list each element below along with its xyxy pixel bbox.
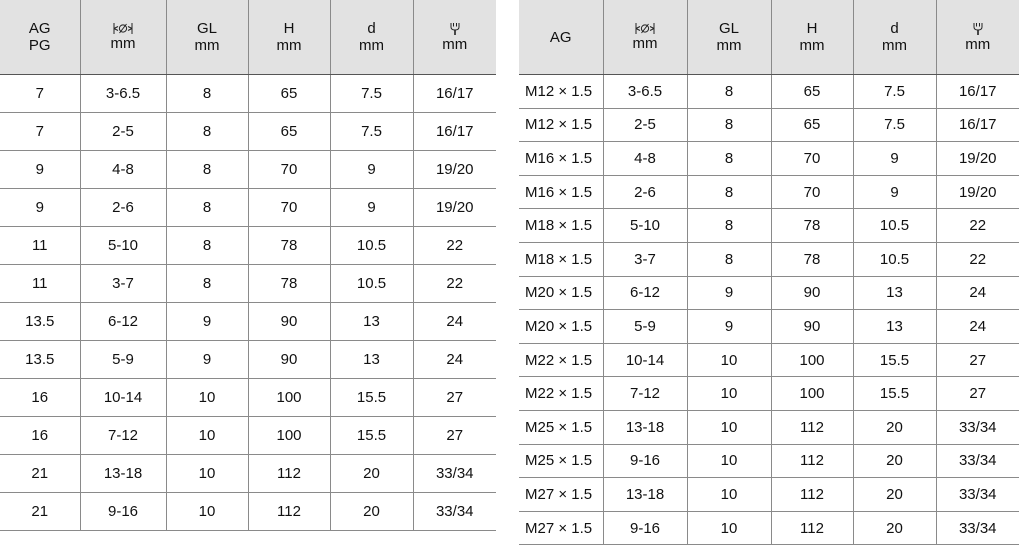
header-h-label: H	[249, 20, 330, 37]
header-wrench-unit: mm	[937, 36, 1019, 53]
thread-size-cell: M16 × 1.5	[519, 142, 603, 176]
table-row	[519, 444, 1019, 478]
wrench-size-cell: 33/34	[936, 444, 1019, 478]
header-wrench-size	[413, 0, 496, 75]
gl-value-cell: 8	[166, 75, 248, 113]
header-d-label: d	[854, 20, 936, 37]
clamping-range-cell: 13-18	[603, 410, 687, 444]
clamping-range-cell: 3-7	[603, 242, 687, 276]
wrench-size-cell: 33/34	[936, 511, 1019, 545]
d-value-cell: 9	[330, 151, 413, 189]
gl-value-cell: 10	[166, 379, 248, 417]
header-gl-unit: mm	[688, 37, 771, 54]
header-clamping-range	[603, 0, 687, 75]
header-gl-label: GL	[167, 20, 248, 37]
table-row	[519, 108, 1019, 142]
thread-size-cell: M20 × 1.5	[519, 310, 603, 344]
table-row	[519, 478, 1019, 512]
thread-size-cell: 7	[0, 75, 80, 113]
gl-value-cell: 10	[687, 377, 771, 411]
thread-size-cell: 13.5	[0, 303, 80, 341]
clamping-range-cell: 4-8	[80, 151, 166, 189]
header-d-label: d	[331, 20, 413, 37]
thread-size-cell: M22 × 1.5	[519, 377, 603, 411]
clamping-range-cell: 2-6	[80, 189, 166, 227]
h-value-cell: 70	[248, 189, 330, 227]
header-gl	[166, 0, 248, 75]
clamping-range-icon	[81, 22, 166, 35]
clamping-range-cell: 2-5	[80, 113, 166, 151]
wrench-size-cell: 16/17	[413, 75, 496, 113]
wrench-size-cell: 22	[413, 265, 496, 303]
table-row	[0, 303, 496, 341]
wrench-size-cell: 22	[936, 209, 1019, 243]
h-value-cell: 112	[248, 493, 330, 531]
pg-table-body	[0, 75, 496, 531]
wrench-size-cell: 19/20	[413, 151, 496, 189]
wrench-size-cell: 33/34	[413, 455, 496, 493]
header-h	[248, 0, 330, 75]
thread-size-cell: 11	[0, 227, 80, 265]
wrench-size-cell: 27	[413, 379, 496, 417]
thread-size-cell: M18 × 1.5	[519, 209, 603, 243]
gl-value-cell: 8	[687, 108, 771, 142]
gl-value-cell: 9	[687, 310, 771, 344]
table-row	[0, 151, 496, 189]
h-value-cell: 90	[248, 303, 330, 341]
pg-thread-table	[0, 0, 496, 531]
clamping-range-cell: 9-16	[603, 511, 687, 545]
d-value-cell: 15.5	[853, 343, 936, 377]
gl-value-cell: 9	[687, 276, 771, 310]
thread-size-cell: 21	[0, 455, 80, 493]
d-value-cell: 7.5	[330, 113, 413, 151]
table-row	[519, 75, 1019, 109]
wrench-size-icon	[414, 22, 497, 36]
header-gl-unit: mm	[167, 37, 248, 54]
h-value-cell: 90	[771, 276, 853, 310]
table-row	[519, 377, 1019, 411]
h-value-cell: 100	[771, 377, 853, 411]
table-row	[0, 493, 496, 531]
d-value-cell: 15.5	[330, 417, 413, 455]
table-row	[0, 455, 496, 493]
wrench-size-cell: 19/20	[936, 142, 1019, 176]
header-h-label: H	[772, 20, 853, 37]
header-d-unit: mm	[854, 37, 936, 54]
gl-value-cell: 9	[166, 303, 248, 341]
table-row	[0, 227, 496, 265]
thread-size-cell: M12 × 1.5	[519, 108, 603, 142]
header-clamp-unit: mm	[81, 35, 166, 52]
h-value-cell: 70	[771, 175, 853, 209]
header-h-unit: mm	[249, 37, 330, 54]
clamping-range-cell: 3-7	[80, 265, 166, 303]
table-row	[0, 75, 496, 113]
gl-value-cell: 8	[166, 189, 248, 227]
h-value-cell: 78	[771, 242, 853, 276]
clamping-range-cell: 9-16	[603, 444, 687, 478]
metric-thread-table	[519, 0, 1019, 545]
table-row	[519, 276, 1019, 310]
wrench-size-cell: 19/20	[413, 189, 496, 227]
gl-value-cell: 10	[687, 444, 771, 478]
wrench-size-cell: 19/20	[936, 175, 1019, 209]
d-value-cell: 10.5	[330, 227, 413, 265]
header-d-unit: mm	[331, 37, 413, 54]
gl-value-cell: 10	[687, 410, 771, 444]
h-value-cell: 100	[248, 417, 330, 455]
h-value-cell: 112	[771, 511, 853, 545]
clamping-range-cell: 5-9	[603, 310, 687, 344]
h-value-cell: 78	[248, 265, 330, 303]
d-value-cell: 20	[853, 410, 936, 444]
clamping-range-cell: 6-12	[603, 276, 687, 310]
table-row	[0, 417, 496, 455]
wrench-size-cell: 22	[936, 242, 1019, 276]
d-value-cell: 9	[853, 142, 936, 176]
table-row	[0, 113, 496, 151]
header-clamp-unit: mm	[604, 35, 687, 52]
wrench-size-cell: 16/17	[936, 75, 1019, 109]
clamping-range-icon	[604, 22, 687, 35]
table-row	[519, 310, 1019, 344]
h-value-cell: 112	[771, 410, 853, 444]
thread-size-cell: M27 × 1.5	[519, 511, 603, 545]
gl-value-cell: 9	[166, 341, 248, 379]
thread-size-cell: 21	[0, 493, 80, 531]
clamping-range-cell: 3-6.5	[603, 75, 687, 109]
h-value-cell: 70	[771, 142, 853, 176]
h-value-cell: 65	[248, 113, 330, 151]
clamping-range-cell: 7-12	[80, 417, 166, 455]
h-value-cell: 65	[771, 108, 853, 142]
thread-size-cell: 16	[0, 379, 80, 417]
d-value-cell: 10.5	[853, 209, 936, 243]
table-row	[519, 343, 1019, 377]
wrench-size-cell: 22	[413, 227, 496, 265]
wrench-size-cell: 16/17	[936, 108, 1019, 142]
h-value-cell: 70	[248, 151, 330, 189]
wrench-size-cell: 16/17	[413, 113, 496, 151]
table-row	[519, 242, 1019, 276]
thread-size-cell: M20 × 1.5	[519, 276, 603, 310]
thread-size-cell: 9	[0, 151, 80, 189]
wrench-size-cell: 33/34	[936, 410, 1019, 444]
gl-value-cell: 8	[166, 113, 248, 151]
clamping-range-cell: 9-16	[80, 493, 166, 531]
thread-size-cell: M22 × 1.5	[519, 343, 603, 377]
header-wrench-size	[936, 0, 1019, 75]
header-wrench-unit: mm	[414, 36, 497, 53]
clamping-range-cell: 13-18	[80, 455, 166, 493]
h-value-cell: 112	[771, 444, 853, 478]
d-value-cell: 13	[853, 310, 936, 344]
header-row	[519, 0, 1019, 75]
gl-value-cell: 10	[687, 343, 771, 377]
h-value-cell: 78	[771, 209, 853, 243]
d-value-cell: 20	[853, 478, 936, 512]
wrench-size-cell: 24	[936, 276, 1019, 310]
clamping-range-cell: 5-10	[603, 209, 687, 243]
table-row	[519, 410, 1019, 444]
gl-value-cell: 10	[166, 417, 248, 455]
header-d	[330, 0, 413, 75]
d-value-cell: 7.5	[330, 75, 413, 113]
d-value-cell: 20	[853, 511, 936, 545]
header-gl	[687, 0, 771, 75]
wrench-size-cell: 24	[413, 303, 496, 341]
d-value-cell: 7.5	[853, 108, 936, 142]
header-ag-pg	[0, 0, 80, 75]
clamping-range-cell: 3-6.5	[80, 75, 166, 113]
thread-size-cell: M12 × 1.5	[519, 75, 603, 109]
gl-value-cell: 8	[166, 265, 248, 303]
gl-value-cell: 8	[687, 142, 771, 176]
d-value-cell: 15.5	[853, 377, 936, 411]
wrench-size-icon	[937, 22, 1019, 36]
d-value-cell: 7.5	[853, 75, 936, 109]
header-clamping-range	[80, 0, 166, 75]
gl-value-cell: 10	[687, 511, 771, 545]
table-row	[519, 175, 1019, 209]
clamping-range-cell: 2-6	[603, 175, 687, 209]
thread-size-cell: 9	[0, 189, 80, 227]
wrench-size-cell: 27	[936, 343, 1019, 377]
thread-size-cell: 16	[0, 417, 80, 455]
header-pg-label: PG	[0, 37, 80, 54]
gl-value-cell: 8	[687, 242, 771, 276]
header-d	[853, 0, 936, 75]
thread-size-cell: M16 × 1.5	[519, 175, 603, 209]
thread-size-cell: M25 × 1.5	[519, 444, 603, 478]
h-value-cell: 90	[771, 310, 853, 344]
header-gl-label: GL	[688, 20, 771, 37]
gl-value-cell: 8	[166, 151, 248, 189]
table-row	[519, 142, 1019, 176]
h-value-cell: 65	[248, 75, 330, 113]
d-value-cell: 10.5	[330, 265, 413, 303]
h-value-cell: 100	[248, 379, 330, 417]
d-value-cell: 13	[330, 303, 413, 341]
h-value-cell: 100	[771, 343, 853, 377]
wrench-size-cell: 24	[413, 341, 496, 379]
gl-value-cell: 10	[166, 493, 248, 531]
gl-value-cell: 10	[687, 478, 771, 512]
table-row	[0, 379, 496, 417]
d-value-cell: 15.5	[330, 379, 413, 417]
h-value-cell: 112	[771, 478, 853, 512]
wrench-size-cell: 33/34	[413, 493, 496, 531]
metric-table-body	[519, 75, 1019, 545]
thread-size-cell: M25 × 1.5	[519, 410, 603, 444]
h-value-cell: 90	[248, 341, 330, 379]
thread-size-cell: M27 × 1.5	[519, 478, 603, 512]
d-value-cell: 20	[330, 455, 413, 493]
table-row	[519, 511, 1019, 545]
d-value-cell: 20	[853, 444, 936, 478]
thread-size-cell: 13.5	[0, 341, 80, 379]
clamping-range-cell: 7-12	[603, 377, 687, 411]
thread-size-cell: 11	[0, 265, 80, 303]
wrench-size-cell: 27	[413, 417, 496, 455]
clamping-range-cell: 13-18	[603, 478, 687, 512]
h-value-cell: 78	[248, 227, 330, 265]
table-row	[0, 189, 496, 227]
gl-value-cell: 8	[687, 75, 771, 109]
wrench-size-cell: 27	[936, 377, 1019, 411]
thread-size-cell: M18 × 1.5	[519, 242, 603, 276]
header-row	[0, 0, 496, 75]
clamping-range-cell: 2-5	[603, 108, 687, 142]
h-value-cell: 65	[771, 75, 853, 109]
clamping-range-cell: 5-9	[80, 341, 166, 379]
gl-value-cell: 8	[166, 227, 248, 265]
d-value-cell: 9	[330, 189, 413, 227]
d-value-cell: 13	[330, 341, 413, 379]
clamping-range-cell: 10-14	[80, 379, 166, 417]
gl-value-cell: 8	[687, 175, 771, 209]
clamping-range-cell: 4-8	[603, 142, 687, 176]
d-value-cell: 9	[853, 175, 936, 209]
header-h	[771, 0, 853, 75]
clamping-range-cell: 5-10	[80, 227, 166, 265]
table-row	[0, 341, 496, 379]
header-ag	[519, 0, 603, 75]
wrench-size-cell: 24	[936, 310, 1019, 344]
thread-size-cell: 7	[0, 113, 80, 151]
d-value-cell: 10.5	[853, 242, 936, 276]
clamping-range-cell: 10-14	[603, 343, 687, 377]
h-value-cell: 112	[248, 455, 330, 493]
d-value-cell: 13	[853, 276, 936, 310]
header-h-unit: mm	[772, 37, 853, 54]
d-value-cell: 20	[330, 493, 413, 531]
gl-value-cell: 10	[166, 455, 248, 493]
table-row	[0, 265, 496, 303]
table-row	[519, 209, 1019, 243]
wrench-size-cell: 33/34	[936, 478, 1019, 512]
gl-value-cell: 8	[687, 209, 771, 243]
header-ag-label: AG	[519, 29, 603, 46]
clamping-range-cell: 6-12	[80, 303, 166, 341]
header-ag-label: AG	[0, 20, 80, 37]
